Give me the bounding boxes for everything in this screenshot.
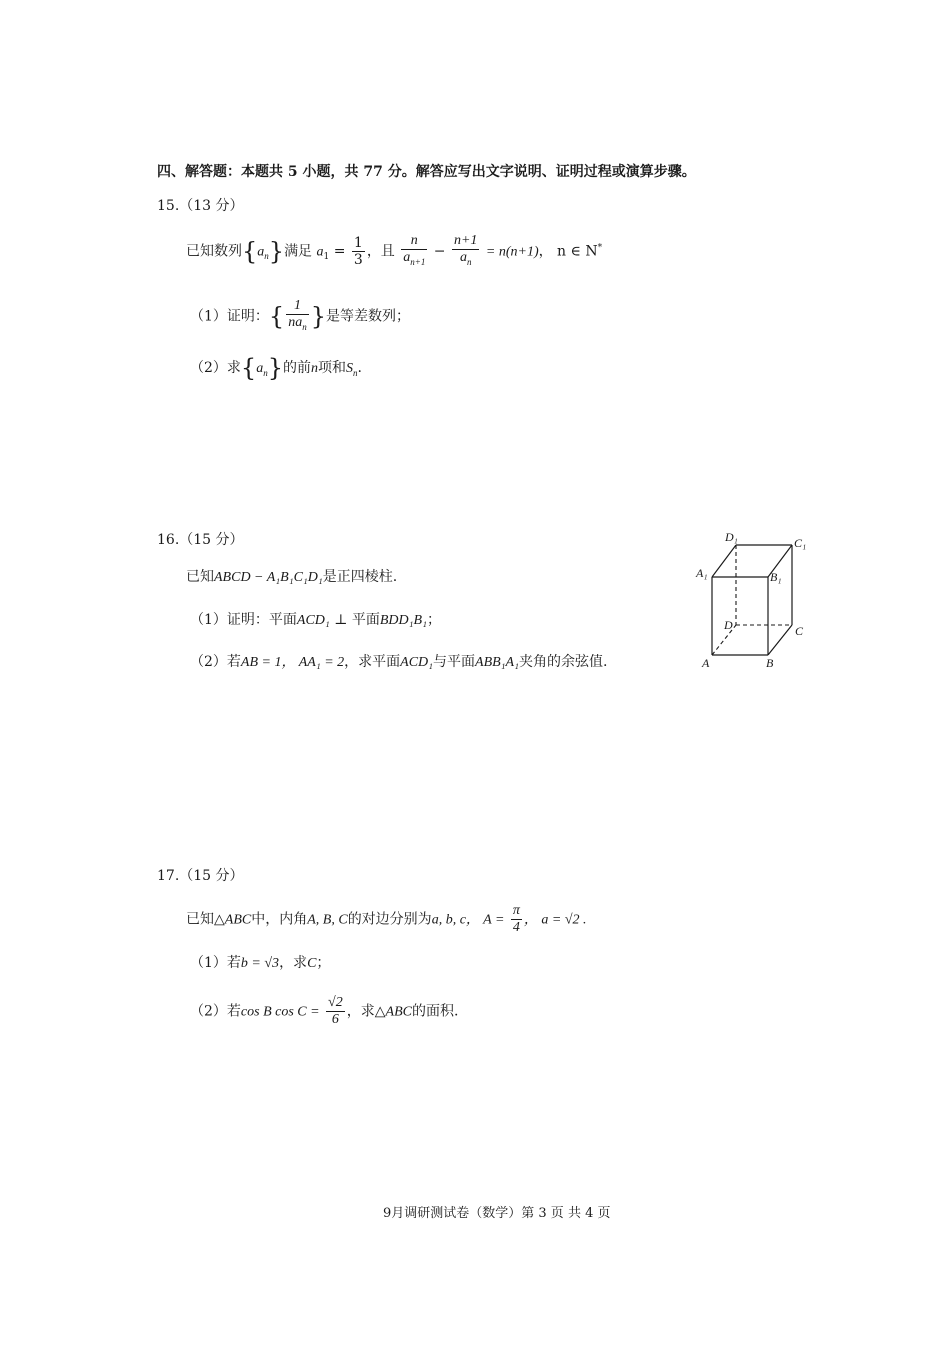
q16-part2 <box>190 652 607 673</box>
q15-rhs: = n(n+1) <box>485 244 539 260</box>
q17-part1 <box>190 953 330 974</box>
q15-f1-den-sub: n+1 <box>410 256 426 267</box>
q15-p2-n: n <box>310 361 318 376</box>
q17-A-frac <box>511 903 522 936</box>
label-B: B <box>766 656 774 670</box>
q15-p1-pre: （1）证明： <box>190 308 269 325</box>
q15-stem-pre: 已知数列 <box>186 243 242 260</box>
q16-header: 16.（15 分） <box>157 532 244 548</box>
q17-p1-math: b = √3 <box>240 956 280 971</box>
label-D1: D₁ <box>725 530 738 544</box>
q15-p1-den: na <box>288 315 303 330</box>
q16-part1 <box>190 610 441 631</box>
q17-p2-math: cos B cos C = <box>240 1004 320 1020</box>
q15-p2-end: . <box>357 360 362 376</box>
q15-p2-mid: 的前 <box>282 360 311 376</box>
q16-p2-m2: ACD₁ <box>400 655 434 670</box>
perp-symbol: ⊥ <box>334 612 348 628</box>
q16-p2-m1: AB = 1， AA₁ = 2 <box>240 655 345 670</box>
q17-A-den: 4 <box>512 920 520 935</box>
q15-stem: 已知数列$\{a_n\}$满足 $a_1$ = $\frac{1}{3}$ ，且 $\frac{n}{a_{n+1}}$ − $\frac{n+1}{a_n}$ = n(n+1)， n ∈ N* <box>186 233 603 268</box>
q16-p2-m3: ABB₁A₁ <box>475 655 519 670</box>
q17-p2-abc: ABC <box>385 1004 412 1020</box>
q15-f1-num: n <box>401 233 427 250</box>
q16-p2-end: 夹角的余弦值. <box>518 654 608 670</box>
right-brace-icon: } <box>310 302 326 331</box>
q16-p1-m1: ACD₁ <box>296 613 330 628</box>
q15-p1-frac <box>286 298 309 335</box>
q17-stem <box>186 903 587 936</box>
q15-a1-frac <box>352 235 365 268</box>
q15-a1-sub: 1 <box>323 252 330 263</box>
q15-seq: a <box>257 244 265 260</box>
q17-A-num: π <box>512 903 520 918</box>
q17-p1-mid: ，求 <box>279 955 308 971</box>
q15-domain: ， n ∈ N <box>538 243 598 260</box>
q16-p2-pre: （2）若 <box>190 654 241 670</box>
q15-f2-den-sub: n <box>466 256 472 267</box>
q16-p2-mid2: 与平面 <box>433 654 476 670</box>
label-A1: A₁ <box>696 566 708 580</box>
label-C: C <box>795 624 804 638</box>
q17-stem-angles: A, B, C <box>307 912 348 928</box>
page-footer: 9月调研测试卷（数学）第 3 页 共 4 页 <box>383 1206 611 1221</box>
q15-f2-den: a <box>459 250 467 265</box>
left-brace-icon: { <box>268 302 285 331</box>
q15-frac1 <box>401 233 427 270</box>
q15-part1 <box>190 298 410 335</box>
q17-p2-mid: ，求△ <box>346 1003 386 1020</box>
q17-stem-sides: a, b, c <box>431 912 466 928</box>
q17-stem-mid2: 的对边分别为 <box>347 911 432 928</box>
right-brace-icon: } <box>267 354 283 382</box>
edge-A1D1 <box>712 545 736 577</box>
right-brace-icon: } <box>268 237 285 266</box>
q17-header: 17.（15 分） <box>157 868 244 884</box>
q16-stem <box>186 567 397 588</box>
q17-p2-end: 的面积. <box>411 1003 459 1020</box>
q15-p2-seq-sub: n <box>263 367 268 378</box>
q15-a1: a <box>316 244 324 260</box>
q16-stem-pre: 已知 <box>186 569 214 585</box>
q15-stem-mid: 满足 <box>284 243 313 260</box>
q15-a1-num: 1 <box>353 234 363 251</box>
q15-header: 15.（13 分） <box>157 198 244 214</box>
q17-p1-end: ； <box>316 955 331 971</box>
q16-p1-pre: （1）证明：平面 <box>190 612 297 628</box>
q17-stem-a: ， a = √2 . <box>523 912 587 928</box>
q17-part2 <box>190 995 458 1028</box>
label-C1: C₁ <box>794 536 807 550</box>
q15-p1-den-sub: n <box>302 321 307 332</box>
q15-part2 <box>190 354 362 383</box>
label-A: A <box>702 656 710 670</box>
q15-seq-sub: n <box>264 251 269 262</box>
q17-p2-num: √2 <box>328 995 343 1010</box>
q15-frac2 <box>452 233 479 270</box>
q15-p2-mid2: 项和 <box>317 360 346 376</box>
q17-stem-mid: 中，内角 <box>251 911 308 928</box>
left-brace-icon: { <box>242 237 258 266</box>
label-B1: B₁ <box>770 570 782 584</box>
q17-p1-pre: （1）若 <box>190 955 241 971</box>
label-D: D <box>724 618 733 632</box>
q16-p2-mid: ，求平面 <box>344 654 401 670</box>
q15-p2-pre: （2）求 <box>190 360 241 376</box>
q15-p2-S-sub: n <box>352 367 358 378</box>
edge-BC <box>768 625 792 655</box>
q17-p1-C: C <box>307 956 317 971</box>
section-heading: 四、解答题：本题共 5 小题，共 77 分。解答应写出文字说明、证明过程或演算步骤。 <box>157 164 696 180</box>
q16-p1-mid: 平面 <box>351 612 380 628</box>
q17-p2-frac <box>326 995 345 1028</box>
prism-figure <box>690 525 820 675</box>
q17-stem-A: ， A = <box>465 912 505 928</box>
q15-p1-num: 1 <box>286 298 309 315</box>
q15-a1-den: 3 <box>353 251 363 268</box>
q16-stem-post: 是正四棱柱. <box>322 569 398 585</box>
q15-stem-and: ，且 <box>366 243 395 260</box>
q15-f1-den: a <box>403 250 411 265</box>
q17-stem-abc: ABC <box>224 912 252 928</box>
q15-p2-S: S <box>345 361 353 376</box>
q15-f2-num: n+1 <box>453 233 478 248</box>
q16-p1-m2: BDD₁B₁ <box>379 613 427 628</box>
q15-p1-post: 是等差数列； <box>325 308 410 325</box>
left-brace-icon: { <box>240 354 257 382</box>
q16-stem-math: ABCD − A₁B₁C₁D₁ <box>214 570 323 585</box>
q15-p2-seq: a <box>256 361 264 376</box>
q17-p2-pre: （2）若 <box>190 1003 241 1020</box>
q16-p1-end: ； <box>426 612 441 628</box>
q17-p2-den: 6 <box>331 1012 339 1027</box>
q17-stem-pre: 已知△ <box>186 911 225 928</box>
q15-domain-sup: * <box>597 242 603 253</box>
